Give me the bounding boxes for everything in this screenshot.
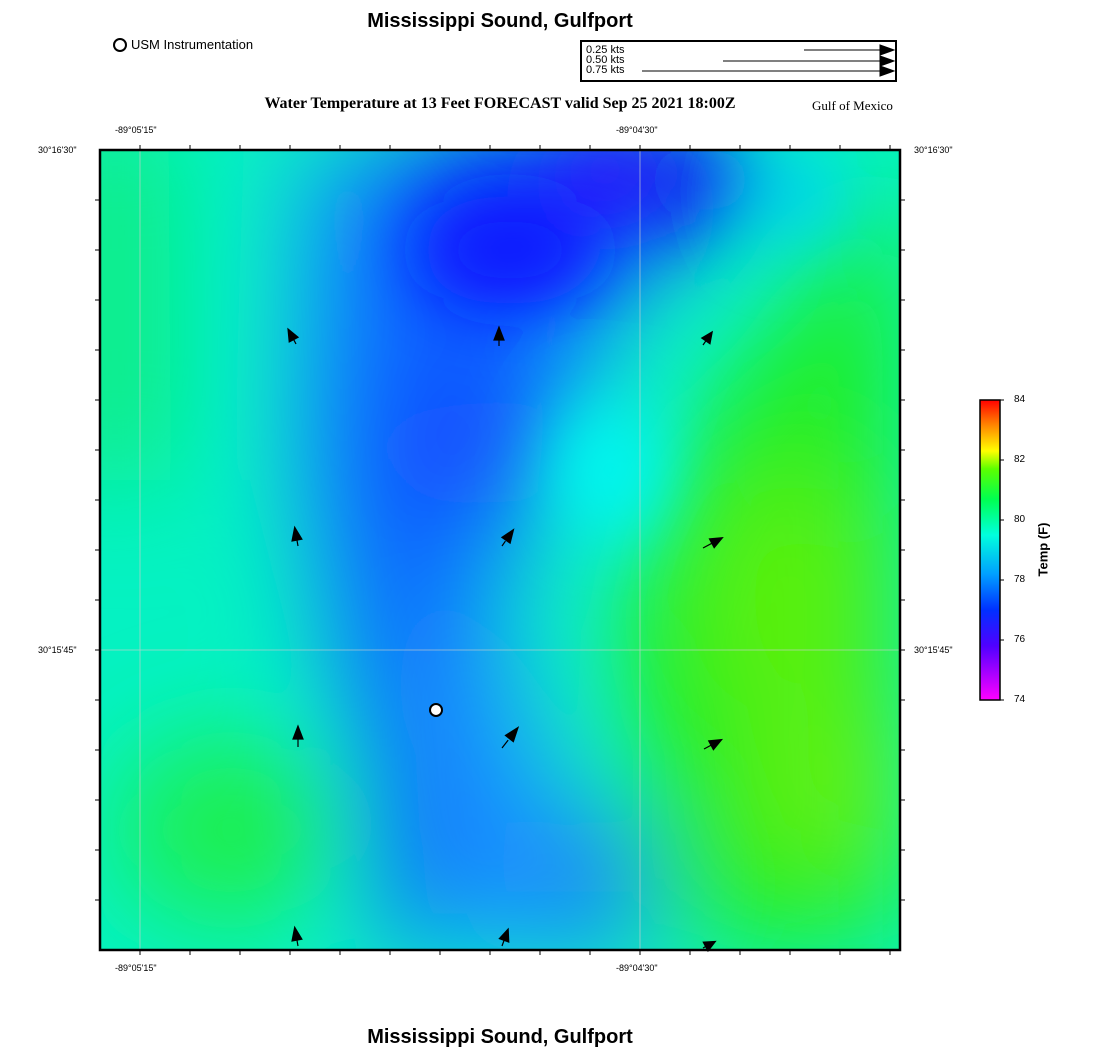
scale-arrowhead-075 <box>880 66 894 76</box>
top-lon-label-left: -89°05'15" <box>115 125 157 135</box>
bottom-lon-label-left: -89°05'15" <box>115 963 157 973</box>
colorbar-gradient <box>980 400 1000 700</box>
scale-label-050: 0.50 kts <box>586 54 625 66</box>
usm-legend-label: USM Instrumentation <box>131 37 254 52</box>
scale-arrowhead-050 <box>880 56 894 66</box>
temperature-colorbar <box>975 395 1025 707</box>
footer-location-title: Mississippi Sound, Gulfport <box>367 1026 633 1048</box>
scale-label-025: 0.25 kts <box>586 44 625 56</box>
right-lat-label-mid: 30°15'45" <box>914 645 953 655</box>
bottom-lon-label-right: -89°04'30" <box>616 963 658 973</box>
temperature-field <box>90 140 910 950</box>
colorbar-label-74: 74 <box>1014 694 1026 705</box>
left-lat-label-top: 30°16'30" <box>38 145 77 155</box>
colorbar-label-80: 80 <box>1014 514 1026 525</box>
region-label: Gulf of Mexico <box>812 98 893 113</box>
usm-instrumentation-legend <box>113 37 253 52</box>
location-title: Mississippi Sound, Gulfport <box>367 10 633 32</box>
colorbar-label-78: 78 <box>1014 574 1026 585</box>
top-lon-label-right: -89°04'30" <box>616 125 658 135</box>
scale-arrowhead-025 <box>880 45 894 55</box>
scale-label-075: 0.75 kts <box>586 64 625 76</box>
colorbar-label-76: 76 <box>1014 634 1026 645</box>
temperature-map[interactable] <box>90 140 910 960</box>
colorbar-title: Temp (F) <box>1035 522 1051 577</box>
scale-arrows <box>582 42 895 80</box>
colorbar-label-84: 84 <box>1014 394 1026 405</box>
usm-station-marker[interactable] <box>430 704 442 716</box>
usm-marker-icon <box>113 38 127 52</box>
right-lat-label-top: 30°16'30" <box>914 145 953 155</box>
map-title: Water Temperature at 13 Feet FORECAST valid Sep 25 2021 18:00Z <box>264 95 736 112</box>
current-speed-scale <box>580 40 897 82</box>
left-lat-label-mid: 30°15'45" <box>38 645 77 655</box>
colorbar-label-82: 82 <box>1014 454 1026 465</box>
